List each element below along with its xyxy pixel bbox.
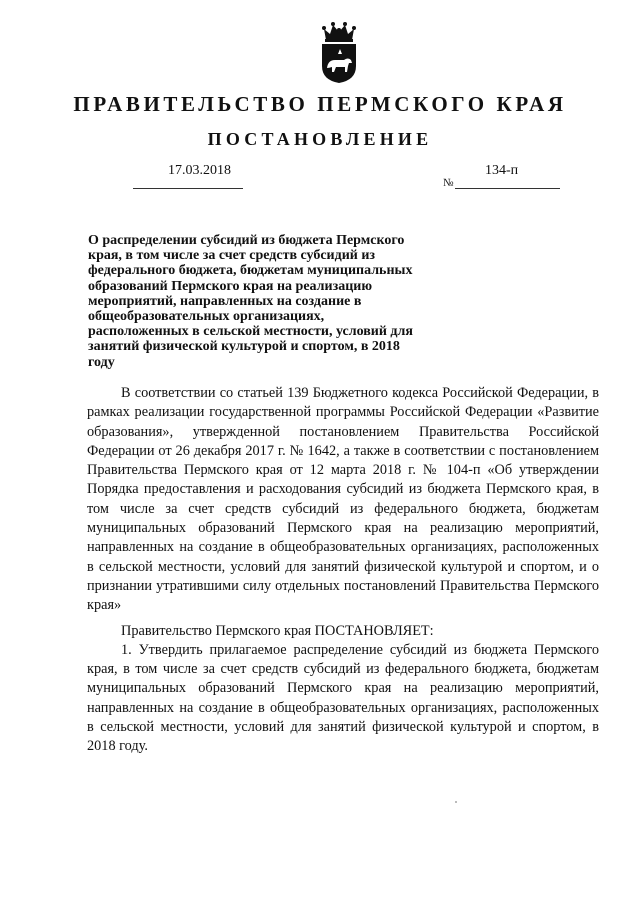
government-title: ПРАВИТЕЛЬСТВО ПЕРМСКОГО КРАЯ [73, 92, 567, 116]
perm-krai-coat-of-arms-bear-icon [318, 20, 360, 84]
resolves-paragraph: Правительство Пермского края ПОСТАНОВЛЯЕТ: [121, 622, 434, 639]
scan-speck [455, 801, 457, 803]
document-body [87, 384, 599, 757]
preamble-paragraph: В соответствии со статьей 139 Бюджетного кодекса Российской Федерации, в рамках реализации государственной программы Российской Федерации «Развитие образования», утвержденной постановлением Правительства Российской Федерации от 26 декабря 2017 г. № 1642, а также в соответствии с постановлением Правительства Пермского края от 12 марта 2018 г. № 104-п «Об утверждении Порядка предоставления и расходования субсидий из бюджета Пермского края, в том числе за счет средств субсидий из федерального бюджета, бюджетам муниципальных образований Пермского края на реализацию мероприятий, направленных на создание в общеобразовательных организациях, расположенных в сельской местности, условий для занятий физической культурой и спортом, и о признании утратившими силу отдельных постановлений Правительства Пермского края» [87, 385, 599, 614]
document-date: 17.03.2018 [168, 163, 231, 178]
document-type: ПОСТАНОВЛЕНИЕ [207, 129, 433, 149]
number-underline [455, 188, 560, 189]
number-sign: № [443, 177, 454, 189]
document-number: 134-п [485, 163, 519, 178]
date-underline [133, 188, 243, 189]
document-subject: О распределении субсидий из бюджета Пермского края, в том числе за счет средств субсидий из федерального бюджета, бюджетам муниципальных образований Пермского края на реализацию мероприятий, направленных на создание в общеобразовательных организациях, расположенных в сельской местности, условий для занятий физической культурой и спортом, в 2018 году [88, 233, 413, 370]
item-1-paragraph: 1. Утвердить прилагаемое распределение субсидий из бюджета Пермского края, в том числе за счет средств субсидий из федерального бюджета, бюджетам муниципальных образований Пермского края на реализацию мероприятий, направленных на создание в общеобразовательных организациях, расположенных в сельской местности, условий для занятий физической культурой и спортом, в 2018 году. [87, 641, 599, 755]
